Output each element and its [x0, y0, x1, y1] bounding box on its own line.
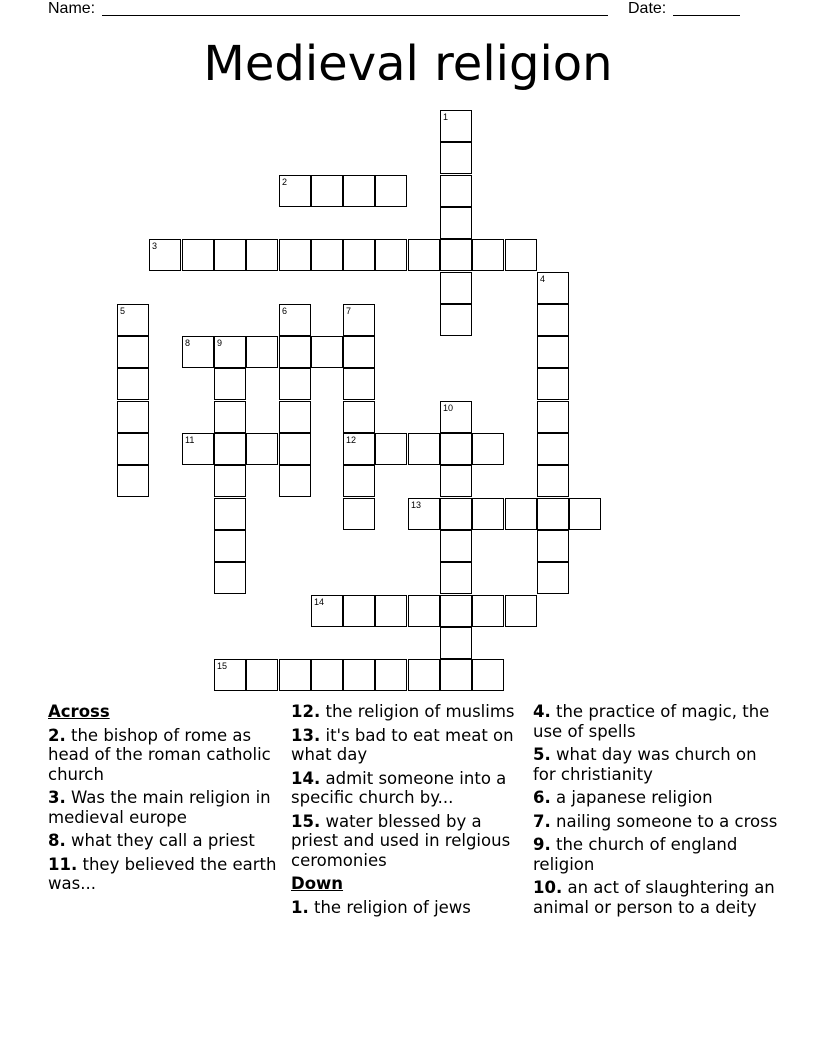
clue-number-label: 6 — [282, 306, 288, 316]
crossword-cell[interactable] — [214, 530, 246, 562]
header — [48, 0, 748, 20]
clue-number-label: 10 — [443, 403, 454, 413]
clue-text: the religion of jews — [314, 897, 471, 917]
crossword-cell[interactable] — [537, 498, 569, 530]
crossword-cell[interactable] — [214, 562, 246, 594]
clue-across-12 — [291, 702, 521, 722]
crossword-cell[interactable] — [408, 433, 440, 465]
crossword-cell[interactable] — [440, 627, 472, 659]
clue-number: 10. — [533, 878, 563, 897]
clue-number-label: 5 — [120, 306, 126, 316]
crossword-cell[interactable] — [149, 239, 181, 271]
crossword-cell[interactable] — [440, 142, 472, 174]
clue-number: 7. — [533, 811, 551, 831]
crossword-cell[interactable] — [214, 239, 246, 271]
clue-down-5 — [533, 745, 783, 784]
clues-column-3 — [533, 702, 783, 921]
crossword-cell[interactable] — [182, 239, 214, 271]
crossword-cell[interactable] — [440, 659, 472, 691]
clue-across-15 — [291, 812, 521, 871]
clue-number-label: 8 — [185, 338, 191, 348]
crossword-cell[interactable] — [214, 498, 246, 530]
clue-across-3 — [48, 788, 278, 827]
crossword-cell[interactable] — [117, 465, 149, 497]
crossword-cell[interactable] — [440, 175, 472, 207]
clue-text: what day was church on for christianity — [533, 745, 757, 784]
clue-number-label: 4 — [540, 274, 546, 284]
clue-number-label: 11 — [185, 435, 195, 445]
clue-text: the church of england religion — [533, 835, 738, 874]
crossword-cell[interactable] — [279, 465, 311, 497]
crossword-cell[interactable] — [375, 239, 407, 271]
crossword-cell[interactable] — [214, 336, 246, 368]
clue-number-label: 14 — [314, 597, 325, 607]
crossword-cell[interactable] — [440, 110, 472, 142]
crossword-cell[interactable] — [505, 498, 537, 530]
clue-text: the practice of magic, the use of spells — [533, 702, 770, 741]
crossword-cell[interactable] — [343, 401, 375, 433]
clue-number: 12. — [291, 702, 321, 721]
crossword-cell[interactable] — [117, 401, 149, 433]
crossword-cell[interactable] — [343, 175, 375, 207]
clue-down-10 — [533, 878, 783, 917]
page-title: Medieval religion — [203, 36, 613, 92]
date-field[interactable] — [673, 15, 740, 16]
crossword-cell[interactable] — [279, 401, 311, 433]
crossword-cell[interactable] — [440, 562, 472, 594]
crossword-cell[interactable] — [505, 239, 537, 271]
crossword-cell[interactable] — [311, 239, 343, 271]
crossword-cell[interactable] — [472, 659, 504, 691]
crossword-cell[interactable] — [311, 336, 343, 368]
crossword-cell[interactable] — [440, 595, 472, 627]
clue-number-label: 15 — [217, 661, 228, 671]
clue-down-1 — [291, 898, 521, 918]
crossword-cell[interactable] — [214, 433, 246, 465]
crossword-cell[interactable] — [246, 239, 278, 271]
crossword-cell[interactable] — [214, 465, 246, 497]
crossword-cell[interactable] — [537, 304, 569, 336]
crossword-cell[interactable] — [279, 433, 311, 465]
crossword-cell[interactable] — [440, 401, 472, 433]
crossword-cell[interactable] — [505, 595, 537, 627]
crossword-cell[interactable] — [343, 336, 375, 368]
crossword-cell[interactable] — [343, 239, 375, 271]
crossword-cell[interactable] — [440, 304, 472, 336]
clue-number: 5. — [533, 745, 551, 764]
crossword-cell[interactable] — [440, 433, 472, 465]
crossword-cell[interactable] — [214, 659, 246, 691]
crossword-cell[interactable] — [375, 175, 407, 207]
clue-down-7 — [533, 812, 783, 832]
clue-number-label: 2 — [282, 177, 288, 187]
crossword-cell[interactable] — [472, 498, 504, 530]
crossword-cell[interactable] — [537, 368, 569, 400]
crossword-cell[interactable] — [408, 659, 440, 691]
crossword-cell[interactable] — [246, 659, 278, 691]
crossword-cell[interactable] — [537, 530, 569, 562]
clue-number-label: 7 — [346, 306, 352, 316]
crossword-cell[interactable] — [537, 401, 569, 433]
clue-number-label: 12 — [346, 435, 357, 445]
crossword-cell[interactable] — [375, 433, 407, 465]
crossword-cell[interactable] — [569, 498, 601, 530]
clues-column-2 — [291, 702, 521, 921]
clue-across-13 — [291, 726, 521, 765]
clue-number: 3. — [48, 788, 66, 807]
crossword-cell[interactable] — [440, 207, 472, 239]
crossword-cell[interactable] — [117, 304, 149, 336]
crossword-cell[interactable] — [537, 336, 569, 368]
clue-number: 1. — [291, 897, 309, 917]
crossword-cell[interactable] — [537, 562, 569, 594]
crossword-cell[interactable] — [408, 498, 440, 530]
crossword-cell[interactable] — [117, 336, 149, 368]
clue-text: what they call a priest — [71, 831, 255, 850]
crossword-cell[interactable] — [182, 433, 214, 465]
crossword-cell[interactable] — [472, 239, 504, 271]
clue-down-9 — [533, 835, 783, 874]
crossword-cell[interactable] — [343, 659, 375, 691]
clue-number: 14. — [291, 768, 321, 788]
clue-text: an act of slaughtering an animal or person to a deity — [533, 878, 775, 917]
crossword-cell[interactable] — [440, 272, 472, 304]
clue-text: they believed the earth was... — [48, 854, 277, 893]
crossword-cell[interactable] — [343, 465, 375, 497]
clue-across-8 — [48, 831, 278, 851]
clue-across-14 — [291, 769, 521, 808]
crossword-cell[interactable] — [537, 465, 569, 497]
clue-number: 4. — [533, 702, 551, 721]
crossword-cell[interactable] — [440, 465, 472, 497]
clue-text: the bishop of rome as head of the roman catholic church — [48, 725, 271, 784]
down-heading: Down — [291, 874, 344, 893]
clue-number-label: 13 — [411, 500, 422, 510]
clues-column-1 — [48, 702, 278, 898]
crossword-cell[interactable] — [343, 595, 375, 627]
clue-across-2 — [48, 726, 278, 785]
crossword-cell[interactable] — [214, 401, 246, 433]
crossword-cell[interactable] — [117, 433, 149, 465]
clue-number-label: 3 — [152, 241, 158, 251]
crossword-cell[interactable] — [440, 530, 472, 562]
crossword-cell[interactable] — [343, 498, 375, 530]
crossword-cell[interactable] — [279, 175, 311, 207]
crossword-cell[interactable] — [375, 595, 407, 627]
name-field[interactable] — [102, 15, 608, 16]
date-label: Date: — [628, 0, 667, 17]
clue-number: 6. — [533, 788, 551, 807]
clue-down-6 — [533, 788, 783, 808]
clue-number: 9. — [533, 835, 551, 854]
clue-number-label: 9 — [217, 338, 223, 348]
crossword-cell[interactable] — [472, 595, 504, 627]
crossword-cell[interactable] — [440, 239, 472, 271]
crossword-cell[interactable] — [279, 659, 311, 691]
crossword-cell[interactable] — [311, 659, 343, 691]
crossword-cell[interactable] — [472, 433, 504, 465]
crossword-cell[interactable] — [537, 272, 569, 304]
crossword-cell[interactable] — [182, 336, 214, 368]
crossword-cell[interactable] — [279, 239, 311, 271]
clue-text: water blessed by a priest and used in relgious ceromonies — [291, 811, 511, 870]
clue-text: the religion of muslims — [325, 702, 515, 721]
clue-across-11 — [48, 855, 278, 894]
crossword-cell[interactable] — [375, 659, 407, 691]
crossword-cell[interactable] — [117, 368, 149, 400]
crossword-cell[interactable] — [279, 304, 311, 336]
crossword-cell[interactable] — [343, 304, 375, 336]
crossword-cell[interactable] — [408, 239, 440, 271]
crossword-cell[interactable] — [246, 336, 278, 368]
crossword-cell[interactable] — [311, 595, 343, 627]
clue-number: 11. — [48, 854, 78, 874]
crossword-cell[interactable] — [311, 175, 343, 207]
clue-text: it's bad to eat meat on what day — [291, 725, 514, 764]
crossword-cell[interactable] — [214, 368, 246, 400]
crossword-cell[interactable] — [279, 336, 311, 368]
crossword-cell[interactable] — [343, 433, 375, 465]
crossword-cell[interactable] — [440, 498, 472, 530]
clue-number: 2. — [48, 725, 66, 745]
crossword-cell[interactable] — [343, 368, 375, 400]
clue-text: Was the main religion in medieval europe — [48, 788, 271, 827]
clue-number: 8. — [48, 831, 66, 850]
clue-down-4 — [533, 702, 783, 741]
crossword-cell[interactable] — [408, 595, 440, 627]
name-label: Name: — [48, 0, 96, 17]
clue-number: 15. — [291, 811, 321, 831]
clue-text: nailing someone to a cross — [556, 811, 778, 831]
clue-text: admit someone into a specific church by... — [291, 768, 507, 807]
clue-number: 13. — [291, 725, 321, 745]
crossword-cell[interactable] — [279, 368, 311, 400]
crossword-cell[interactable] — [537, 433, 569, 465]
clue-number-label: 1 — [443, 112, 449, 122]
across-heading: Across — [48, 702, 110, 721]
crossword-cell[interactable] — [246, 433, 278, 465]
clue-text: a japanese religion — [556, 788, 713, 807]
